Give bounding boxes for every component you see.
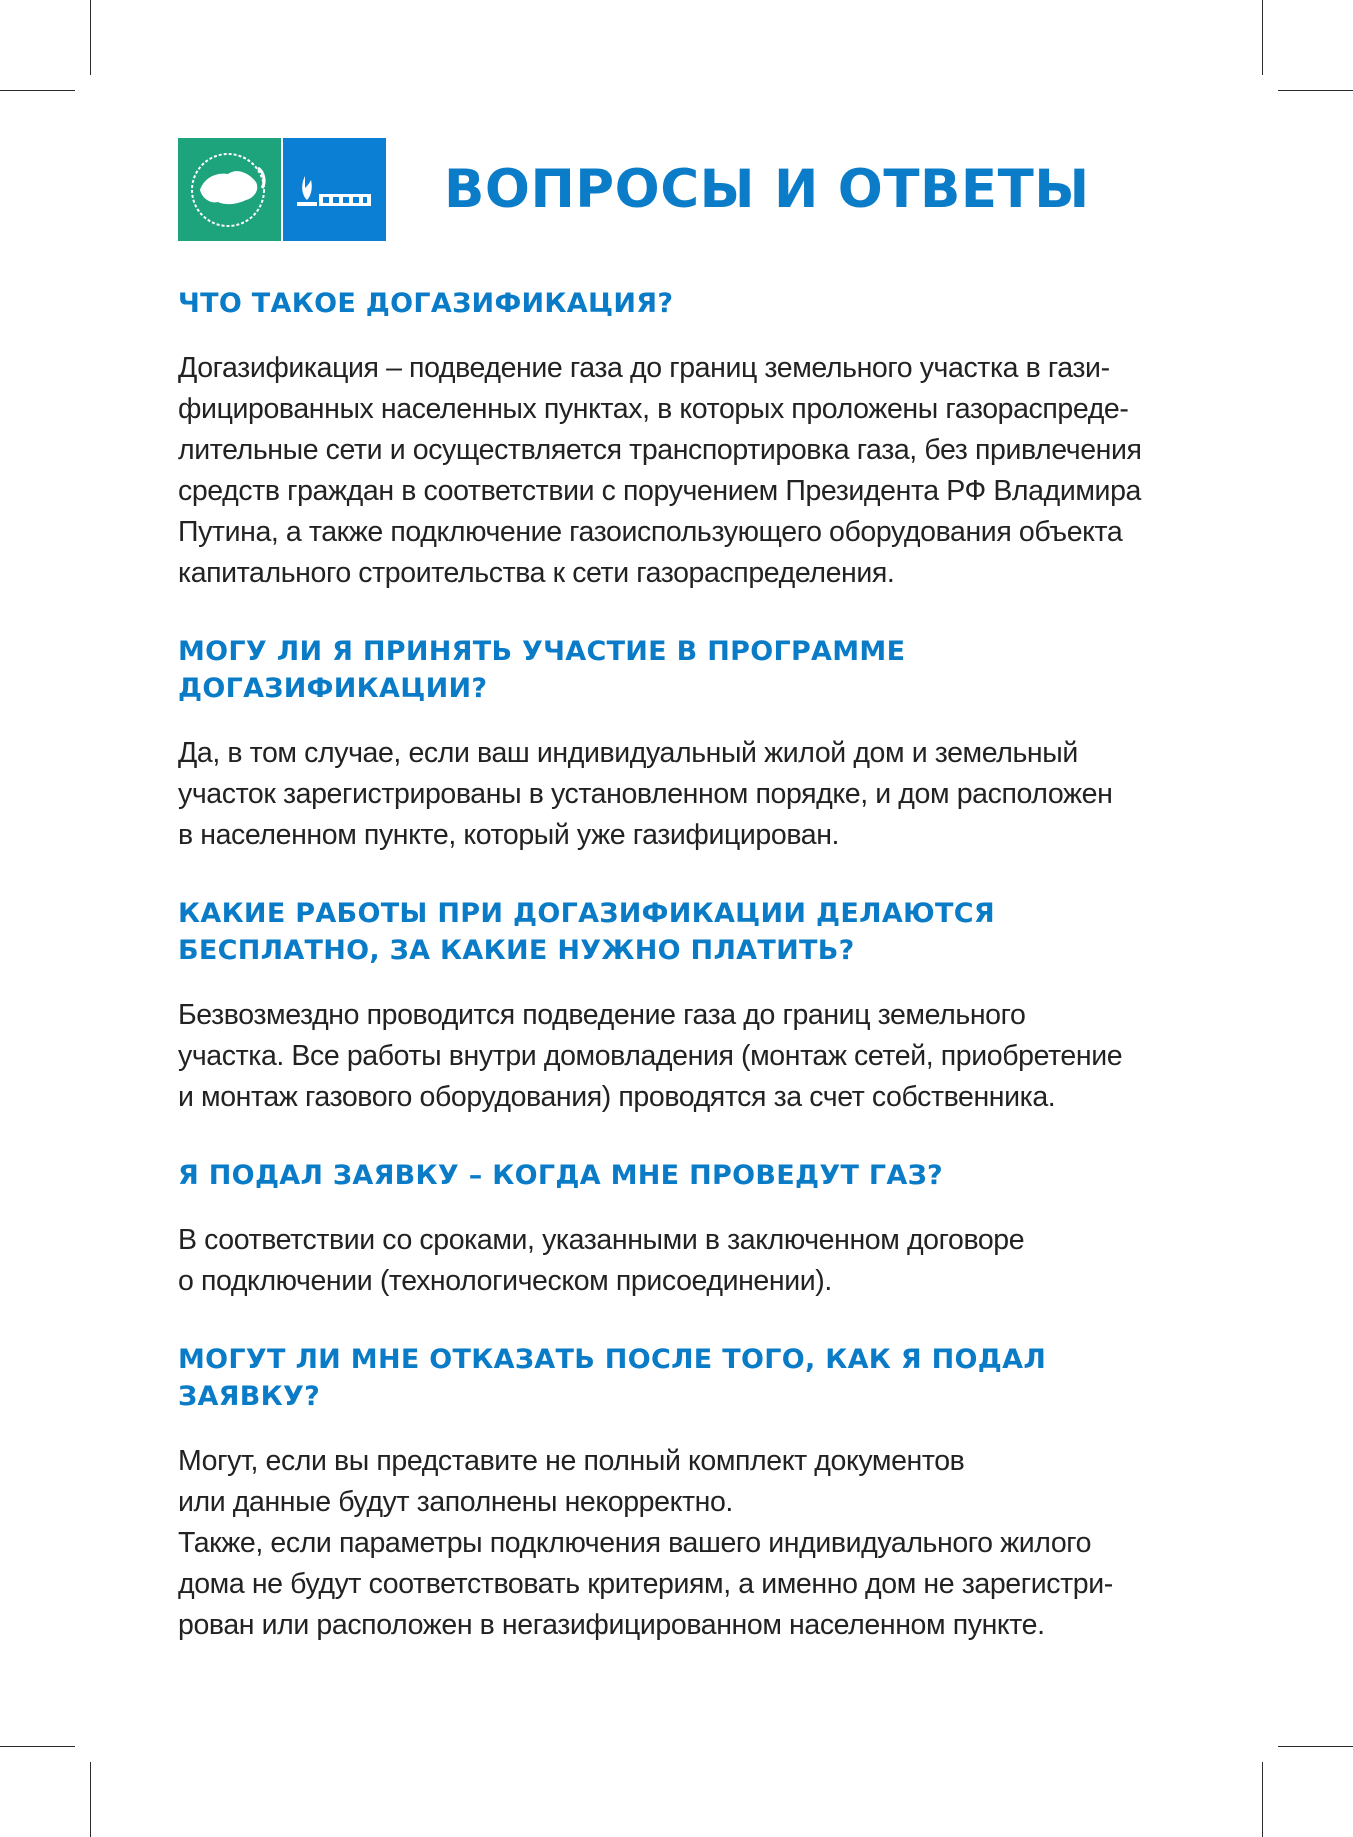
page-title: ВОПРОСЫ И ОТВЕТЫ bbox=[444, 159, 1090, 220]
faq-answer: Да, в том случае, если ваш индивидуальный жилой дом и земельный участок зарегистрированы в установленном порядке, и дом расположен в населенном пункте, который уже газифицирован. bbox=[178, 737, 1113, 851]
russia-map-emblem-icon bbox=[178, 138, 281, 241]
faq-question: МОГУ ЛИ Я ПРИНЯТЬ УЧАСТИЕ В ПРОГРАММЕ ДОГАЗИФИКАЦИИ? bbox=[178, 636, 906, 704]
faq-question: КАКИЕ РАБОТЫ ПРИ ДОГАЗИФИКАЦИИ ДЕЛАЮТСЯ БЕСПЛАТНО, ЗА КАКИЕ НУЖНО ПЛАТИТЬ? bbox=[178, 898, 995, 966]
gazprom-logo bbox=[283, 138, 386, 241]
faq-question: Я ПОДАЛ ЗАЯВКУ – КОГДА МНЕ ПРОВЕДУТ ГАЗ? bbox=[178, 1160, 944, 1191]
crop-mark-top-left-h bbox=[0, 90, 75, 91]
faq-item bbox=[178, 285, 1188, 594]
faq-answer: В соответствии со сроками, указанными в заключенном договоре о подключении (технологическом присоединении). bbox=[178, 1224, 1025, 1297]
faq-answer: Безвозмездно проводится подведение газа до границ земельного участка. Все работы внутри домовладения (монтаж сетей, приобретение и монтаж газового оборудования) проводятся за счет собственника. bbox=[178, 999, 1123, 1113]
crop-mark-top-left bbox=[90, 0, 91, 75]
faq-question: ЧТО ТАКОЕ ДОГАЗИФИКАЦИЯ? bbox=[178, 288, 674, 319]
faq-item bbox=[178, 1157, 1188, 1302]
faq-answer: Могут, если вы представите не полный комплект документов или данные будут заполнены некорректно. Также, если параметры подключения вашего индивидуального жилого дома не будут соответствовать критериям, а именно дом не зарегистри- рован или расположен в негазифицированном населенном пункте. bbox=[178, 1445, 1113, 1641]
crop-mark-bottom-right bbox=[1262, 1762, 1263, 1837]
faq-item bbox=[178, 895, 1188, 1118]
faq-item bbox=[178, 1341, 1188, 1646]
crop-mark-bottom-right-h bbox=[1278, 1746, 1353, 1747]
crop-mark-top-right bbox=[1262, 0, 1263, 75]
gazprom-flame-icon bbox=[283, 138, 386, 241]
crop-mark-bottom-left bbox=[90, 1762, 91, 1837]
faq-item bbox=[178, 633, 1188, 856]
faq-answer: Догазификация – подведение газа до границ земельного участка в гази- фицированных населенных пунктах, в которых проложены газораспреде- лительные сети и осуществляется транспортировка газа, без привлечения средств граждан в соответствии с поручением Президента РФ Владимира Путина, а также подключение газоиспользующего оборудования объекта капитального строительства к сети газораспределения. bbox=[178, 352, 1142, 589]
crop-mark-bottom-left-h bbox=[0, 1746, 75, 1747]
crop-mark-top-right-h bbox=[1278, 90, 1353, 91]
gasification-russia-logo bbox=[178, 138, 281, 241]
page-header bbox=[178, 138, 1090, 241]
faq-question: МОГУТ ЛИ МНЕ ОТКАЗАТЬ ПОСЛЕ ТОГО, КАК Я ПОДАЛ ЗАЯВКУ? bbox=[178, 1344, 1047, 1412]
faq-list bbox=[178, 285, 1188, 1685]
